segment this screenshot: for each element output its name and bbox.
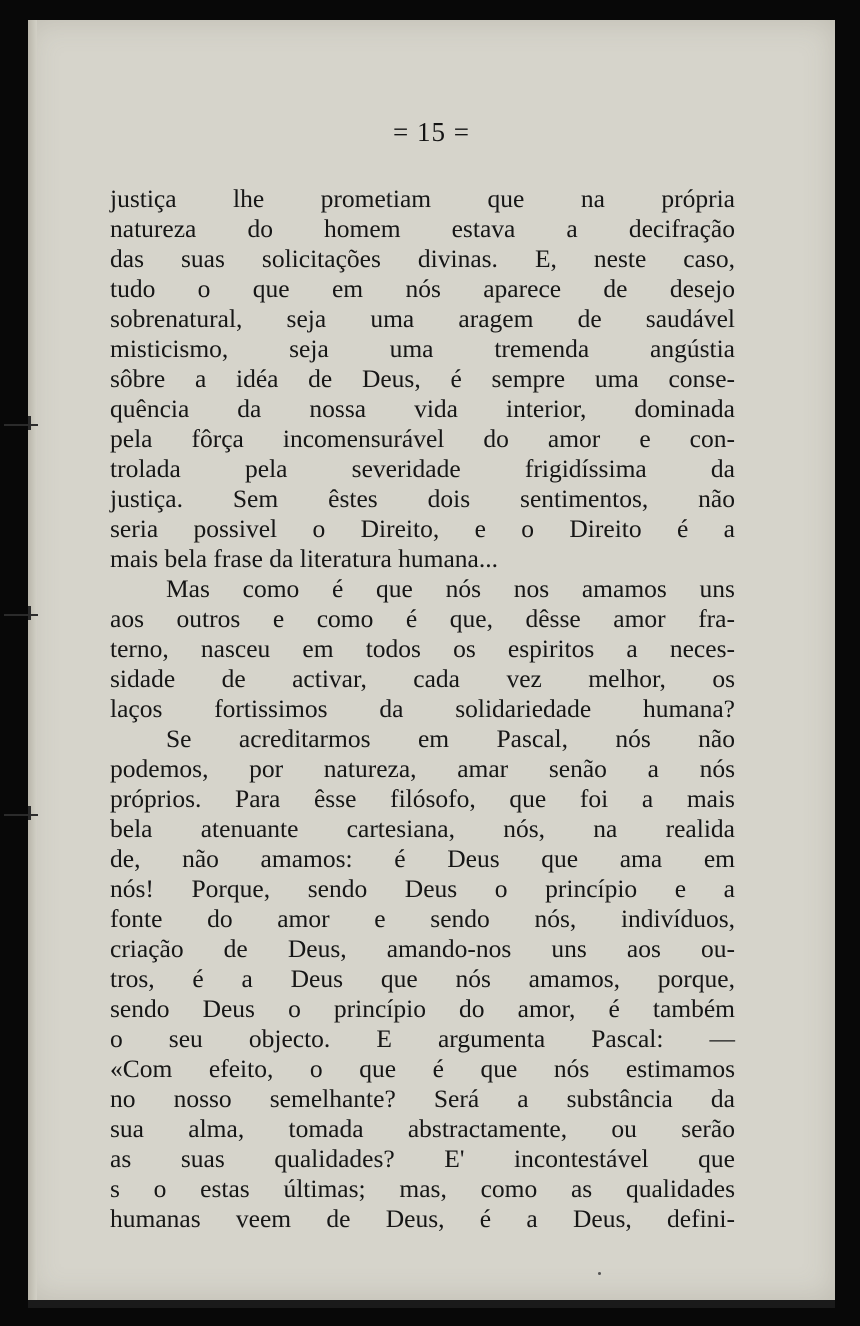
text-line: Mas como é que nós nos amamos uns <box>166 574 735 603</box>
text-line: sôbre a idéa de Deus, é sempre uma conse- <box>110 364 735 393</box>
text-line: seria possivel o Direito, e o Direito é a <box>110 514 735 543</box>
text-line: misticismo, seja uma tremenda angústia <box>110 334 735 363</box>
text-line: justiça lhe prometiam que na própria <box>110 184 735 213</box>
text-line: trolada pela severidade frigidíssima da <box>110 454 735 483</box>
text-line: «Com efeito, o que é que nós estimamos <box>110 1054 735 1083</box>
text-line: Se acreditarmos em Pascal, nós não <box>166 724 735 753</box>
text-line: nós! Porque, sendo Deus o princípio e a <box>110 874 735 903</box>
text-line: pela fôrça incomensurável do amor e con- <box>110 424 735 453</box>
text-line: sendo Deus o princípio do amor, é também <box>110 994 735 1023</box>
scan-bottom-band <box>28 1300 835 1308</box>
text-line: fonte do amor e sendo nós, indivíduos, <box>110 904 735 933</box>
binding-mark <box>4 810 44 820</box>
body-text <box>110 184 735 1234</box>
text-line: s o estas últimas; mas, como as qualidades <box>110 1174 735 1203</box>
paper-speck <box>598 1272 601 1275</box>
text-line: bela atenuante cartesiana, nós, na realida <box>110 814 735 843</box>
text-line: tudo o que em nós aparece de desejo <box>110 274 735 303</box>
text-line: próprios. Para êsse filósofo, que foi a mais <box>110 784 735 813</box>
text-line: mais bela frase da literatura humana... <box>110 544 498 573</box>
binding-mark <box>4 610 44 620</box>
book-page <box>28 20 835 1300</box>
page-edge <box>28 20 37 1300</box>
text-line: terno, nasceu em todos os espiritos a neces- <box>110 634 735 663</box>
text-line: laços fortissimos da solidariedade humana? <box>110 694 735 723</box>
text-line: as suas qualidades? E' incontestável que <box>110 1144 735 1173</box>
text-line: sua alma, tomada abstractamente, ou serão <box>110 1114 735 1143</box>
binding-mark <box>4 420 44 430</box>
text-line: podemos, por natureza, amar senão a nós <box>110 754 735 783</box>
text-line: de, não amamos: é Deus que ama em <box>110 844 735 873</box>
text-line: o seu objecto. E argumenta Pascal: — <box>110 1024 735 1053</box>
text-line: aos outros e como é que, dêsse amor fra- <box>110 604 735 633</box>
text-line: natureza do homem estava a decifração <box>110 214 735 243</box>
page-number: = 15 = <box>393 117 470 147</box>
text-line: criação de Deus, amando-nos uns aos ou- <box>110 934 735 963</box>
text-line: tros, é a Deus que nós amamos, porque, <box>110 964 735 993</box>
text-line: humanas veem de Deus, é a Deus, defini- <box>110 1204 735 1233</box>
text-line: das suas solicitações divinas. E, neste caso, <box>110 244 735 273</box>
text-line: sobrenatural, seja uma aragem de saudável <box>110 304 735 333</box>
text-line: justiça. Sem êstes dois sentimentos, não <box>110 484 735 513</box>
text-line: no nosso semelhante? Será a substância da <box>110 1084 735 1113</box>
text-line: sidade de activar, cada vez melhor, os <box>110 664 735 693</box>
text-line: quência da nossa vida interior, dominada <box>110 394 735 423</box>
